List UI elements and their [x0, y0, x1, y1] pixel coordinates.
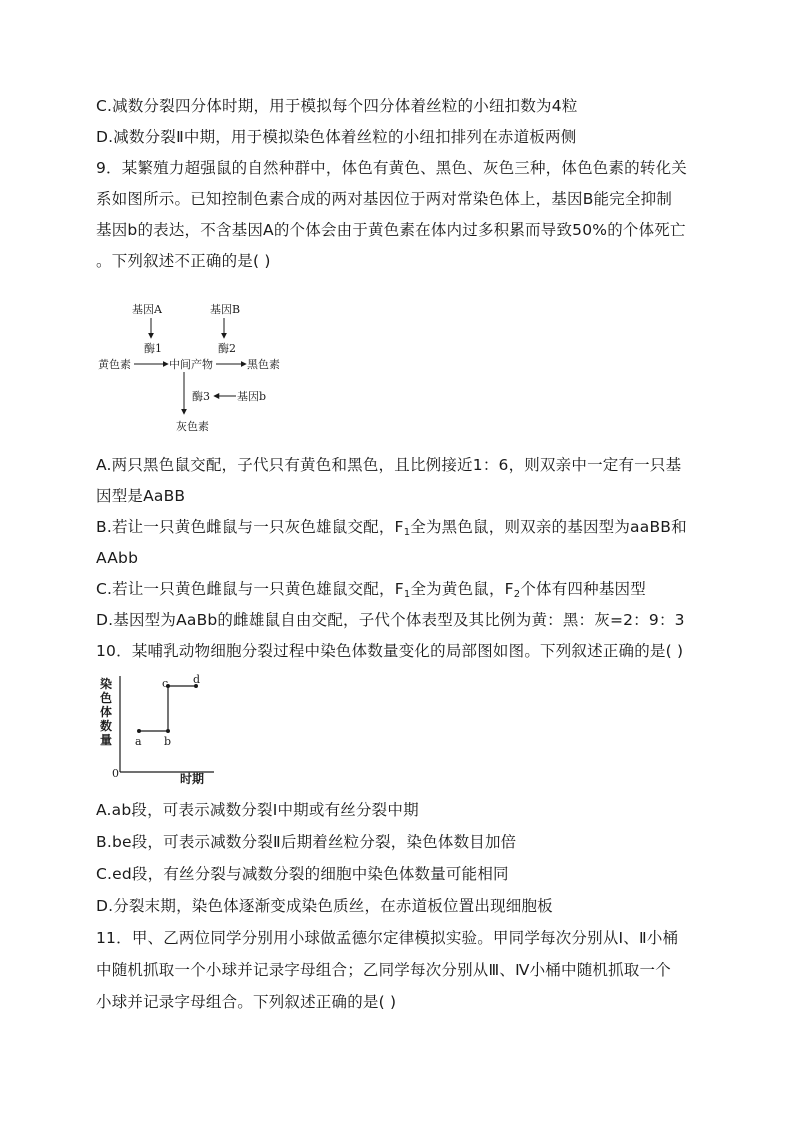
origin-label: 0: [112, 767, 119, 780]
enzyme-2-label: 酶2: [218, 342, 236, 355]
gene-b-upper-label: 基因B: [210, 303, 241, 316]
point-b-label: b: [164, 735, 172, 748]
q11-stem-line-3: 小球并记录字母组合。下列叙述正确的是( ): [96, 993, 397, 1011]
q9-stem-line-4: 。下列叙述不正确的是( ): [96, 252, 271, 270]
q10-option-c: C.ed段，有丝分裂与减数分裂的细胞中染色体数量可能相同: [96, 865, 509, 883]
q9-option-c-text-3: 个体有四种基因型: [520, 580, 646, 598]
q9-stem-line-1: 9．某繁殖力超强鼠的自然种群中，体色有黄色、黑色、灰色三种，体色色素的转化关: [96, 159, 687, 177]
chromosome-count-graph: [96, 672, 226, 787]
enzyme-3-label: 酶3: [192, 390, 210, 403]
gene-a-label: 基因A: [132, 303, 162, 316]
q9-option-b-text-1: B.若让一只黄色雌鼠与一只灰色雄鼠交配，F: [96, 518, 404, 536]
yellow-pigment-label: 黄色素: [98, 358, 131, 371]
q10-option-b: B.be段，可表示减数分裂Ⅱ后期着丝粒分裂，染色体数目加倍: [96, 833, 517, 851]
q9-option-b-line-2: AAbb: [96, 549, 139, 567]
q9-option-b-text-2: 全为黑色鼠，则双亲的基因型为aaBB和: [410, 518, 687, 536]
ylabel-char-4: 数: [100, 719, 113, 733]
point-b-dot: [166, 729, 170, 733]
point-c-label: c: [162, 677, 169, 690]
q9-option-c-text-2: 全为黄色鼠，F: [410, 580, 514, 598]
xlabel: 时期: [180, 772, 205, 786]
point-d-label: d: [193, 673, 201, 686]
q9-option-a-line-2: 因型是AaBB: [96, 487, 186, 505]
ylabel-char-5: 量: [100, 733, 113, 747]
black-pigment-label: 黑色素: [247, 358, 280, 371]
q11-stem-line-2: 中随机抓取一个小球并记录字母组合；乙同学每次分别从Ⅲ、Ⅳ小桶中随机抓取一个: [96, 961, 671, 979]
gray-pigment-label: 灰色素: [176, 420, 209, 433]
q9-option-d: D.基因型为AaBb的雌雄鼠自由交配，子代个体表型及其比例为黄：黑：灰=2：9：3: [96, 611, 685, 629]
point-a-dot: [137, 729, 141, 733]
q9-stem-line-2: 系如图所示。已知控制色素合成的两对基因位于两对常染色体上，基因B能完全抑制: [96, 190, 673, 208]
ylabel-char-2: 色: [100, 691, 113, 705]
q9-option-a-line-1: A.两只黑色鼠交配，子代只有黄色和黑色，且比例接近1：6，则双亲中一定有一只基: [96, 456, 682, 474]
gene-b-lower-label: 基因b: [237, 390, 267, 403]
q10-stem: 10．某哺乳动物细胞分裂过程中染色体数量变化的局部图如图。下列叙述正确的是( ): [96, 642, 684, 660]
ylabel-char-1: 染: [100, 677, 113, 691]
intermediate-product-label: 中间产物: [169, 358, 213, 371]
pigment-pathway-diagram: [88, 296, 308, 446]
q9-option-c-subscript-2: 2: [513, 589, 521, 600]
q9-option-c-text-1: C.若让一只黄色雌鼠与一只黄色雄鼠交配，F: [96, 580, 404, 598]
point-a-label: a: [135, 735, 142, 748]
q9-option-b-subscript: 1: [403, 527, 411, 538]
q8-option-c: C.减数分裂四分体时期，用于模拟每个四分体着丝粒的小纽扣数为4粒: [96, 97, 578, 115]
q9-option-c-subscript-1: 1: [403, 589, 411, 600]
q9-option-b-line-1: [96, 517, 687, 543]
q9-option-c: [96, 579, 646, 605]
q8-option-d: D.减数分裂Ⅱ中期，用于模拟染色体着丝粒的小纽扣排列在赤道板两侧: [96, 128, 577, 146]
chromosome-count-line: [139, 686, 196, 731]
enzyme-1-label: 酶1: [144, 342, 162, 355]
q9-stem-line-3: 基因b的表达，不含基因A的个体会由于黄色素在体内过多积累而导致50%的个体死亡: [96, 221, 686, 239]
q10-option-a: A.ab段，可表示减数分裂Ⅰ中期或有丝分裂中期: [96, 801, 419, 819]
q11-stem-line-1: 11．甲、乙两位同学分别用小球做孟德尔定律模拟实验。甲同学每次分别从Ⅰ、Ⅱ小桶: [96, 929, 679, 947]
q10-option-d: D.分裂末期，染色体逐渐变成染色质丝，在赤道板位置出现细胞板: [96, 897, 553, 915]
ylabel-char-3: 体: [100, 705, 113, 719]
